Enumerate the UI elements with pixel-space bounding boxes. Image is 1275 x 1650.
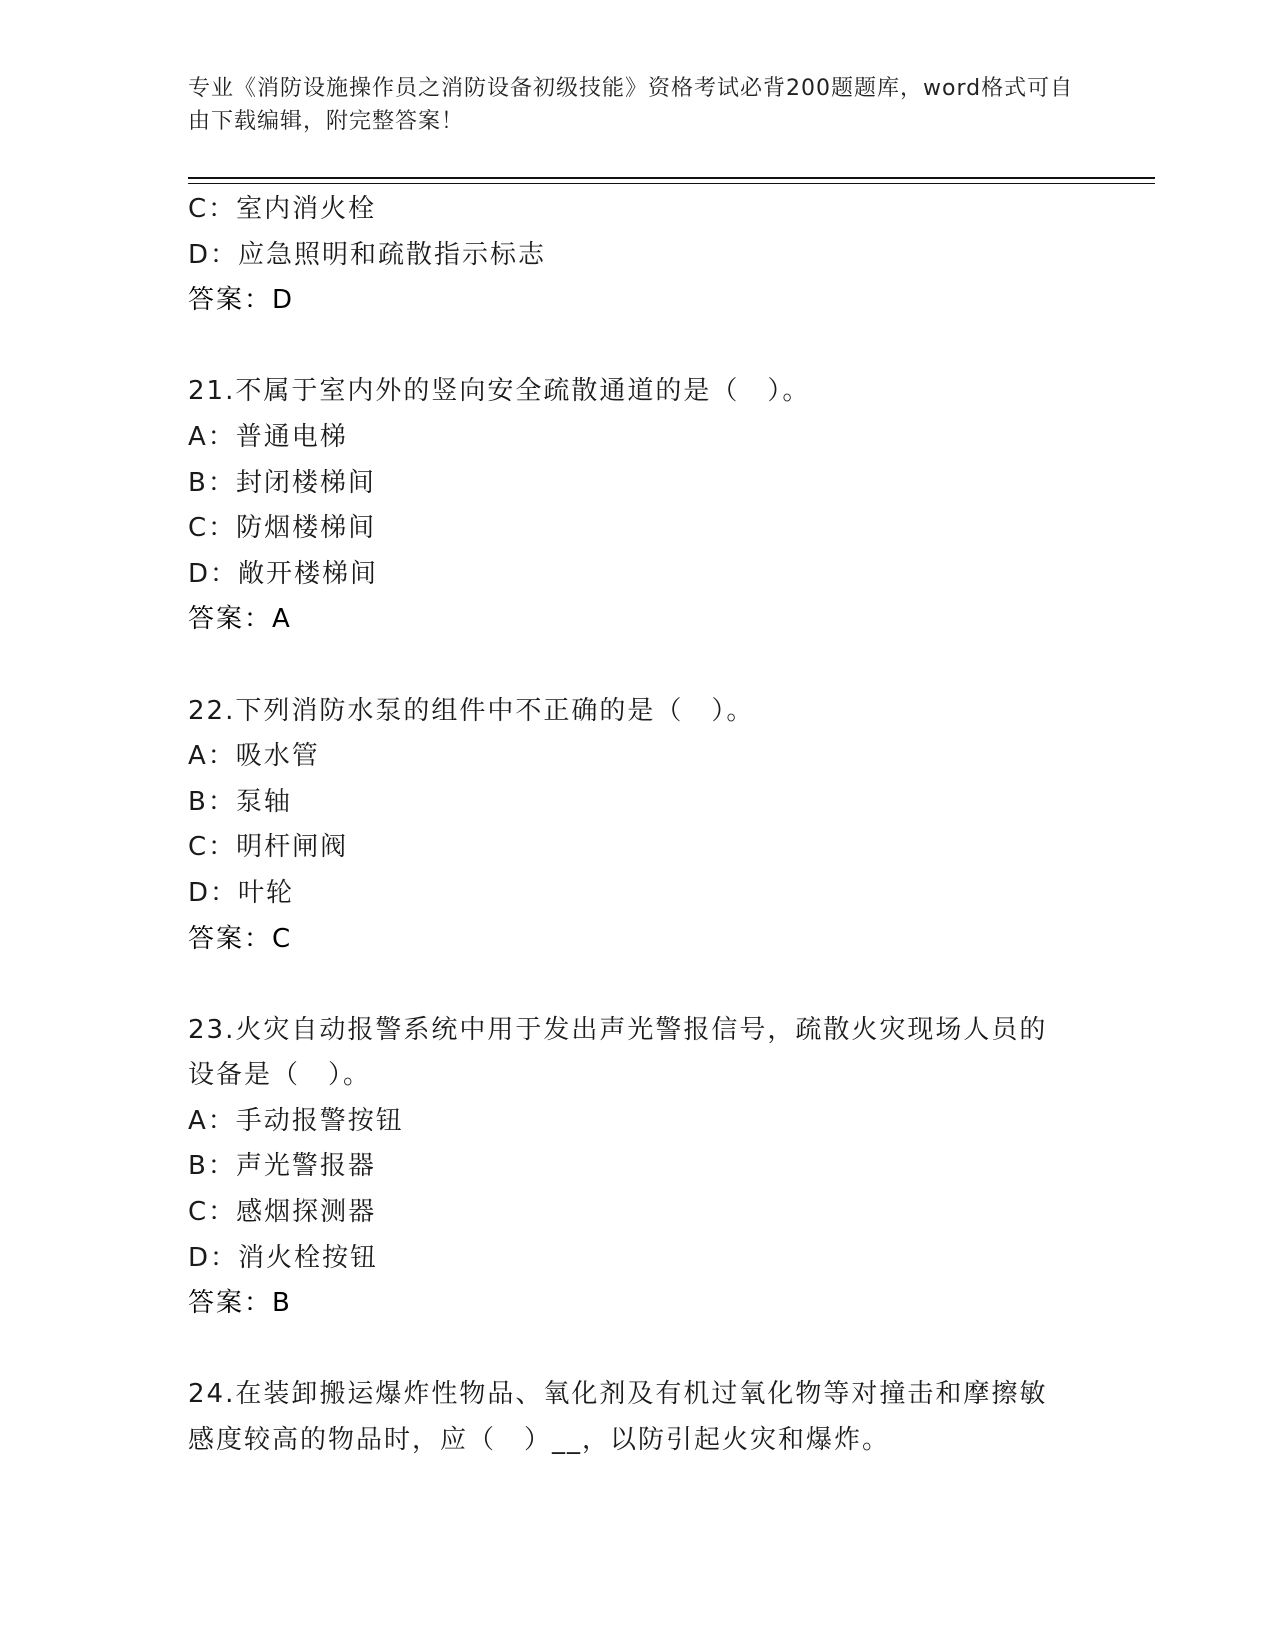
- option-b: B：声光警报器: [188, 1151, 376, 1182]
- question-stem-line-1: 23.火灾自动报警系统中用于发出声光警报信号，疏散火灾现场人员的: [188, 1014, 1048, 1045]
- header-text: 专业《消防设施操作员之消防设备初级技能》资格考试必背200题题库，word格式可自由下载编辑，附完整答案！: [188, 76, 1074, 134]
- option-a: A：手动报警按钮: [188, 1105, 404, 1136]
- question-stem-line-2: 感度较高的物品时，应（ ）__，以防引起火灾和爆炸。: [188, 1425, 891, 1456]
- spacer: [188, 643, 1088, 689]
- option-c: C：室内消火栓: [188, 194, 377, 224]
- document-header: [188, 72, 1088, 138]
- spacer: [188, 324, 1088, 370]
- option-d: D：消火栓按钮: [188, 1242, 379, 1273]
- spacer: [188, 962, 1088, 1008]
- question-24: [188, 1372, 1088, 1463]
- option-c: C：感烟探测器: [188, 1197, 377, 1228]
- question-23: [188, 1008, 1088, 1327]
- option-d: D：敞开楼梯间: [188, 558, 379, 589]
- option-c: C：明杆闸阀: [188, 832, 349, 863]
- question-21: [188, 369, 1088, 643]
- option-a: A：吸水管: [188, 741, 320, 772]
- answer-line: 答案：A: [188, 604, 292, 635]
- question-stem-line-2: 设备是（ ）。: [188, 1060, 372, 1091]
- answer-line: 答案：C: [188, 923, 293, 954]
- option-b: B：泵轴: [188, 786, 292, 817]
- option-d: D：应急照明和疏散指示标志: [188, 239, 547, 270]
- question-stem-line-1: 24.在装卸搬运爆炸性物品、氧化剂及有机过氧化物等对撞击和摩擦敏: [188, 1379, 1048, 1410]
- question-22: [188, 689, 1088, 963]
- header-divider-thick: [188, 177, 1155, 179]
- question-stem: 22.下列消防水泵的组件中不正确的是（ ）。: [188, 695, 755, 726]
- spacer: [188, 1327, 1088, 1373]
- option-a: A：普通电梯: [188, 421, 348, 452]
- option-c: C：防烟楼梯间: [188, 513, 377, 544]
- option-d: D：叶轮: [188, 877, 295, 908]
- option-b: B：封闭楼梯间: [188, 467, 376, 498]
- question-list: [188, 187, 1088, 1464]
- question-stem: 21.不属于室内外的竖向安全疏散通道的是（ ）。: [188, 376, 811, 407]
- answer-line: 答案：B: [188, 1288, 292, 1319]
- answer-line: 答案：D: [188, 285, 295, 316]
- header-divider-thin: [188, 183, 1155, 184]
- question-20-tail: [188, 187, 1088, 324]
